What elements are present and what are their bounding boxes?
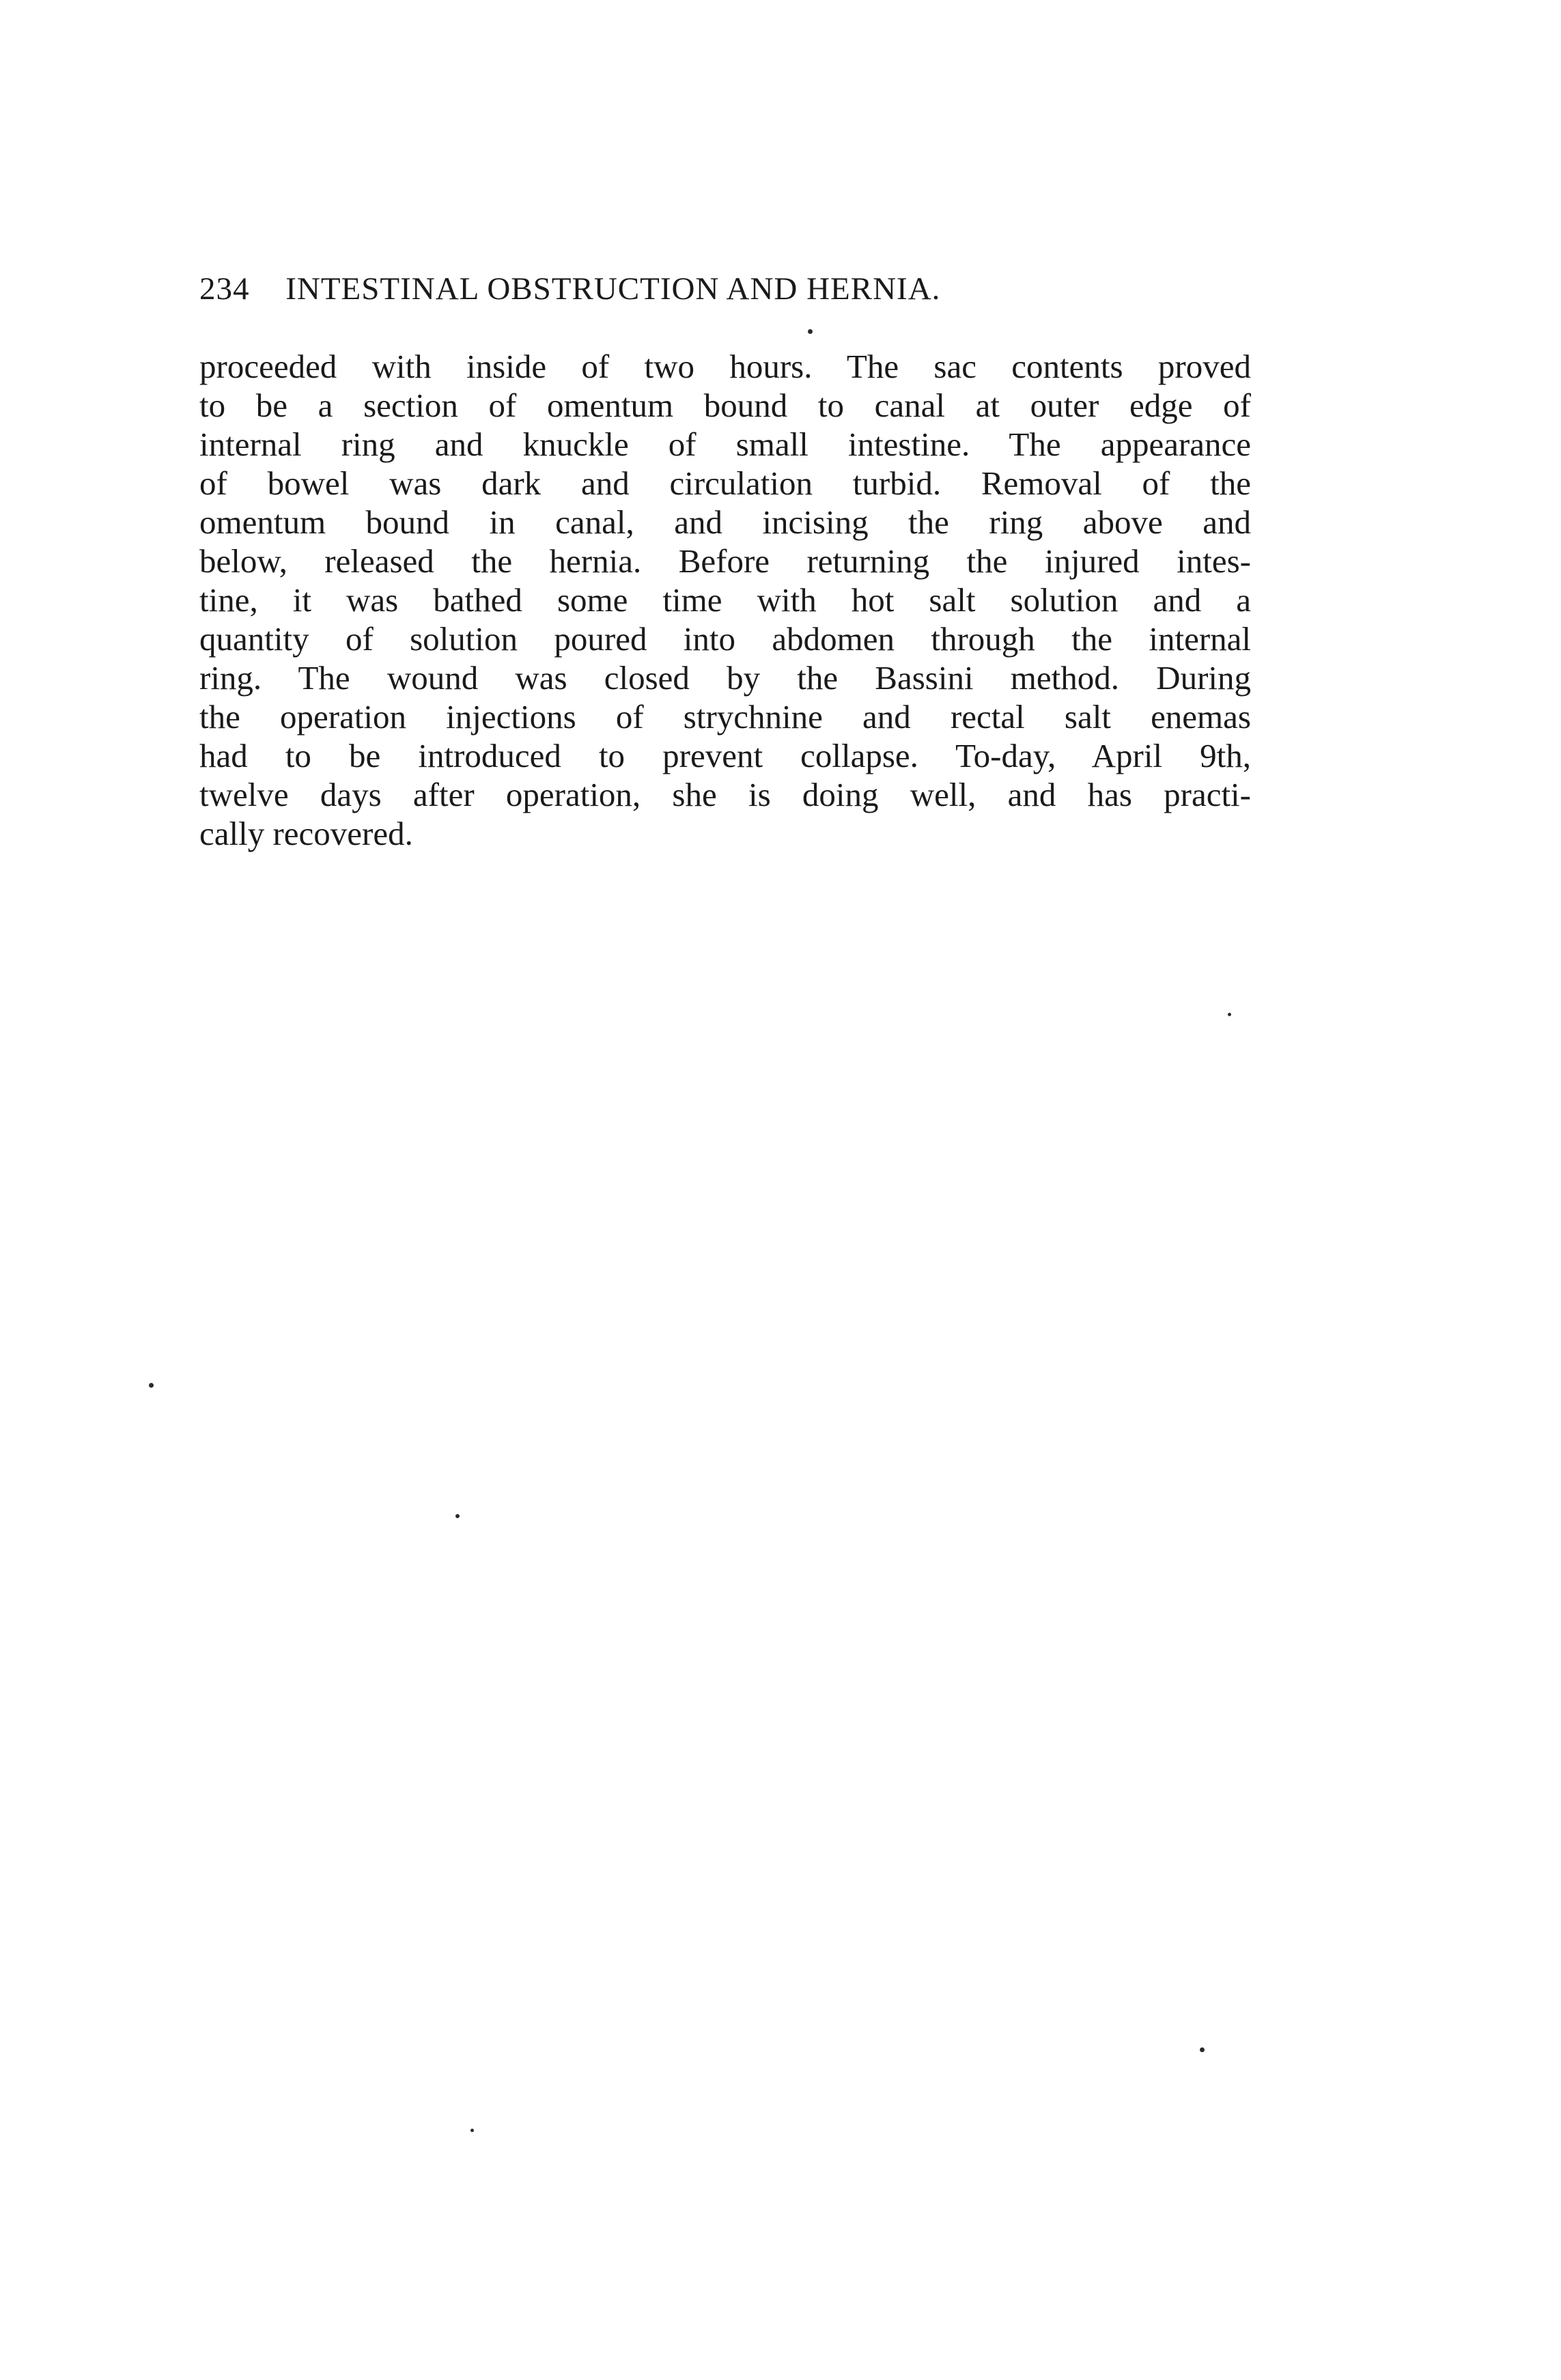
running-title: INTESTINAL OBSTRUCTION AND HERNIA. bbox=[285, 271, 941, 307]
scan-speck bbox=[149, 1383, 154, 1388]
text-line: the operation injections of strychnine and rectal salt enemas bbox=[199, 698, 1251, 736]
text-line: omentum bound in canal, and incising the ring above and bbox=[199, 503, 1251, 541]
scan-speck bbox=[455, 1514, 460, 1518]
text-line: quantity of solution poured into abdomen through the internal bbox=[199, 620, 1251, 658]
body-paragraph bbox=[199, 347, 1251, 853]
scan-speck bbox=[470, 2129, 474, 2132]
text-line: tine, it was bathed some time with hot salt solution and a bbox=[199, 581, 1251, 619]
scan-speck bbox=[1200, 2047, 1205, 2052]
text-line: below, released the hernia. Before returning the injured intes- bbox=[199, 542, 1251, 580]
text-line: to be a section of omentum bound to canal at outer edge of bbox=[199, 387, 1251, 424]
scan-speck bbox=[808, 329, 813, 334]
text-line: had to be introduced to prevent collapse. To-day, April 9th, bbox=[199, 737, 1251, 774]
text-line: cally recovered. bbox=[199, 815, 413, 852]
text-line: ring. The wound was closed by the Bassini method. During bbox=[199, 659, 1251, 697]
running-head bbox=[199, 268, 1251, 309]
text-line: twelve days after operation, she is doing well, and has practi- bbox=[199, 776, 1251, 813]
page-number: 234 bbox=[199, 271, 250, 307]
text-line: internal ring and knuckle of small intestine. The appearance bbox=[199, 425, 1251, 463]
text-line: proceeded with inside of two hours. The sac contents proved bbox=[199, 348, 1251, 385]
text-line: of bowel was dark and circulation turbid. Removal of the bbox=[199, 464, 1251, 502]
scan-speck bbox=[1228, 1013, 1231, 1016]
